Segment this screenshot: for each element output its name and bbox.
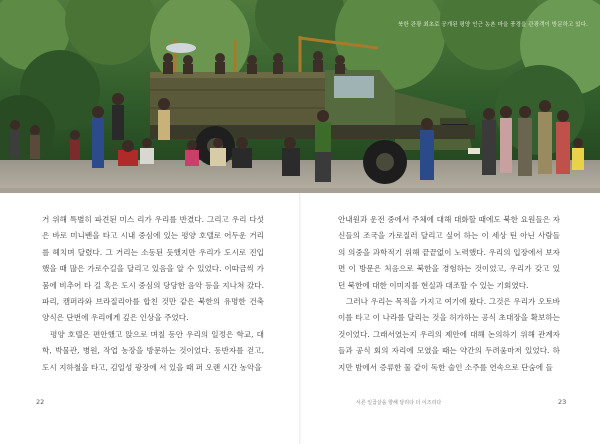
truck-photo bbox=[0, 0, 600, 193]
right-paragraph-1: 안내원과 운전 중에서 주체에 대해 대화할 때에도 북한 요원들은 자신들의 조국을 가로질러 달리고 싶어 하는 이 세상 틴 아닌 사람들의 의중을 과학적기 위해 끝끝없이 노력했다. 우리의 입장에서 보자면 이 방문은 처음으로 북한을 경험하는 것이었고, 우리가 갖고 있던 북한에 대한 이미지를 현실과 대조할 수 있는 기회였다. bbox=[338, 215, 560, 290]
right-paragraph-2: 그러나 우리는 목적을 가지고 여기에 왔다. 그것은 우리가 오토바이를 타고 이 나라를 달리는 것을 허가하는 공식 초대장을 확보하는 것이었다. 그래서였는지 우리의 제안에 대해 논의하기 위해 관계자들과 공식 회의 자리에 모였을 때는 약간의 두려움마저 있었다. 하지만 밤에서 증류한 물 같이 독한 술인 소주를 연속으로 단숨에 들 bbox=[338, 297, 560, 372]
page-number-right: 23 bbox=[558, 398, 567, 406]
left-page-body bbox=[42, 212, 264, 376]
left-paragraph-2: 평양 호텔은 편안했고 앉으로 며칠 동안 우리의 일정은 학교, 대학, 박물관, 병원, 작업 농장을 방문하는 것이었다. 동반자를 걷고, 도시 지하철을 타고, 김일성 광장에 서 있을 때 퍼 오랜 시간 농악을 bbox=[42, 329, 264, 372]
page-number-left: 22 bbox=[36, 398, 45, 406]
gutter bbox=[299, 193, 301, 444]
left-paragraph-1: 거 위해 특별히 파견된 미스 리가 우리를 반겼다. 그리고 우리 다섯은 바로 미니밴을 타고 시내 중심에 있는 평양 호텔로 어두운 거리를 헤치며 달렸다. 그 거리는 소동된 듯했지만 우리가 도시로 진입했을 때 많은 가로수길을 달리고 있음을 알 수 있었다. 이따금씩 가뭄에 비추어 타 길 혹은 도시 중심의 당당한 음악 등을 지나쳐 갔다. 파리, 캠퍼라와 브라질리아를 합친 것만 같은 북한의 유명한 건축 양식은 단번에 우리에게 깊은 인상을 주었다. bbox=[42, 215, 264, 323]
right-page-body bbox=[338, 212, 560, 376]
running-head: 서른 일곱살을 향해 달리다 더 이즈리다 bbox=[356, 400, 442, 406]
photo-caption: 북한 관광 최초로 공개된 평양 인근 농촌 마을 풍경을 관광객이 방문하고 있다. bbox=[398, 22, 588, 28]
